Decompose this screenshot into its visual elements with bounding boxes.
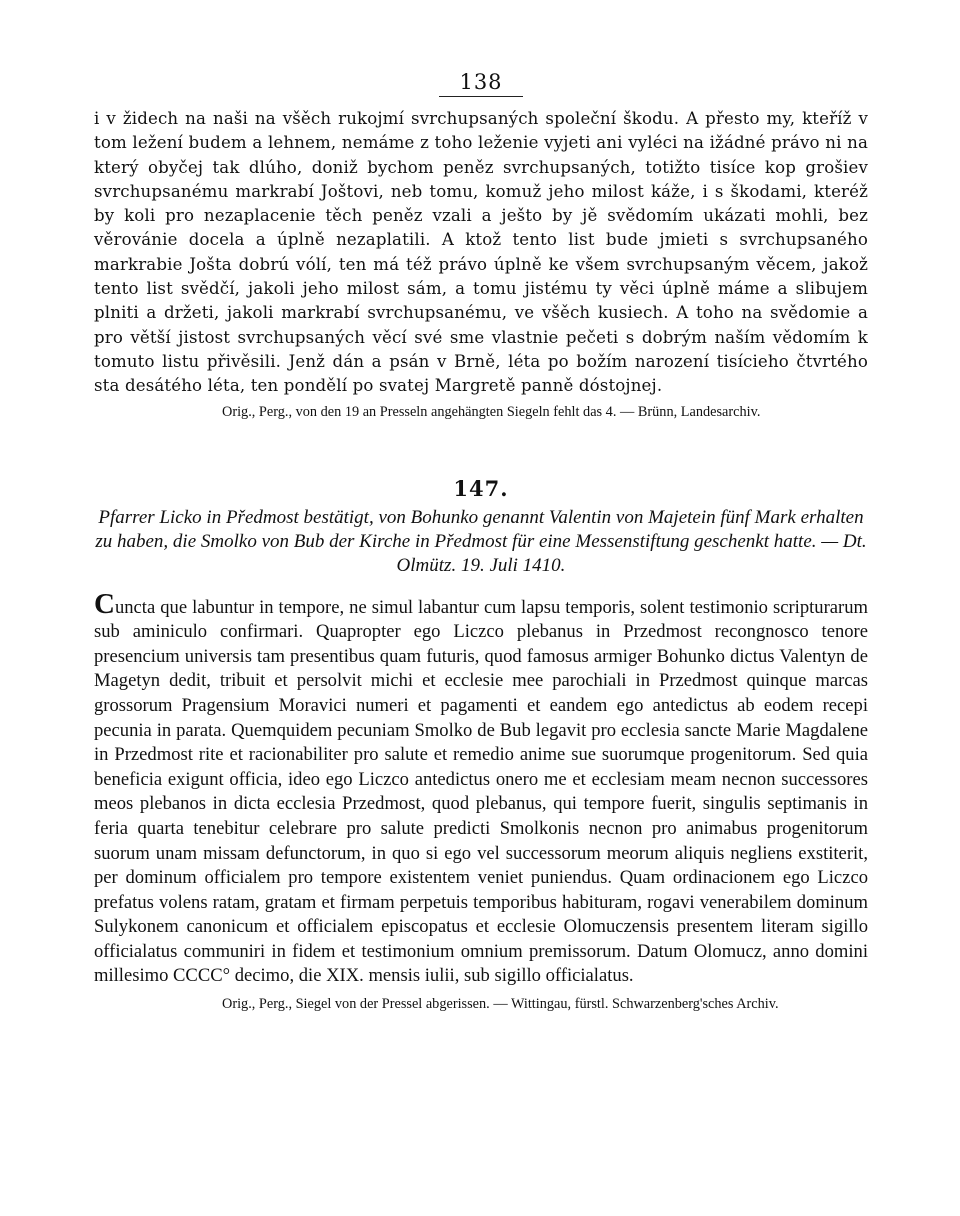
- czech-paragraph: i v židech na naši na všěch rukojmí svrchupsaných společní škodu. A přesto my, kteříž v tom ležení budem a lehnem, nemáme z toho leženie vyjeti ani vyléci na ižádné právo ni na který obyčej tak dlúho, doniž bychom peněz svrchupsaných, totižto tisíce kop grošiev svrchupsanému markrabí Joštovi, neb tomu, komuž jeho milost káže, i s škodami, kteréž by koli pro nezaplacenie těch peněz vzali a ješto by jě svědomím ukázati mohli, bez věrovánie docela a úplně nezaplatili. A ktož tento list bude jmieti s svrchupsaného markrabie Jošta dobrú vólí, ten má též právo úplně ke všem svrchupsaným věcem, jakož tento list svědčí, jakoli jeho milost sám, a tomu jistému ty věci úplně máme a slibujem plniti a držeti, jakoli markrabí svrchupsanému, ve všěch kusiech. A toho na svědomie a pro větší jistost svrchupsaných věcí své sme vlastnie pečeti s dobrým naším vědomím k tomuto listu přivěsili. Jenž dán a psán v Brně, léta po božím narození tisícieho čtvrtého sta desátého léta, ten pondělí po svatej Margretě panně dóstojnej.: [94, 109, 868, 396]
- page-number: [94, 70, 868, 97]
- latin-text: uncta que labuntur in tempore, ne simul labantur cum lapsu temporis, solent testimonio scripturarum sub aminiculo confirmari. Quapropter ego Liczco plebanus in Przedmost recongnosco tenore presencium universis tam presentibus quam futuris, quod famosus armiger Bohunko dictus Valentyn de Magetyn dedit, tribuit et persolvit michi et ecclesie mee parochiali in Przedmost quinque marcas grossorum Pragensium Moravici numeri et pagamenti et eandem ego antedictus ab eodem recepi pecunia in parata. Quemquidem pecuniam Smolko de Bub legavit pro ecclesia sancte Marie Magdalene in Przedmost rite et racionabiliter pro salute et remedio anime sue suorumque progenitorum. Sed quia beneficia exigunt officia, ideo ego Liczco antedictus onero me et ecclesiam meam necnon successores meos plebanos in dicta ecclesia Przedmost, quod plebanus, qui tempore fuerit, singulis septimanis in feria quarta tenebitur celebrare pro salute predicti Smolkonis necnon pro animabus progenitorum suorum unam missam defunctorum, in quo si ego vel successorum meorum aliquis negliens exstiterit, per dominum officialem pro tempore existentem veniet puniendus. Quam ordinacionem ego Liczco prefatus volens ratam, gratam et firmam perpetuis temporibus habituram, rogavi venerabilem dominum Sulykonem canonicum et officialem episcopatus et ecclesie Olomuczensis presentem literam sigillo officialatus communiri in fidem et testimonium omnium premissorum. Datum Olomucz, anno domini millesimo CCCC° decimo, die XIX. mensis iulii, sub sigillo officialatus.: [94, 596, 868, 987]
- page-number-text: 138: [439, 70, 522, 97]
- drop-cap: C: [94, 587, 115, 620]
- document-number: 147.: [453, 475, 509, 501]
- latin-paragraph: [94, 587, 868, 990]
- document-page: [94, 70, 868, 1015]
- latin-source-note: Orig., Perg., Siegel von der Pressel abgerissen. — Wittingau, fürstl. Schwarzenberg'sches Archiv.: [222, 996, 779, 1013]
- regest-heading: Pfarrer Licko in Předmost bestätigt, von Bohunko genannt Valentin von Majetein fünf Mark erhalten zu haben, die Smolko von Bub der Kirche in Předmost für eine Messenstiftung geschenkt hatte. — Dt. Olmütz. 19. Juli 1410.: [95, 506, 867, 576]
- czech-source-note: Orig., Perg., von den 19 an Presseln angehängten Siegeln fehlt das 4. — Brünn, Landesarchiv.: [222, 403, 761, 420]
